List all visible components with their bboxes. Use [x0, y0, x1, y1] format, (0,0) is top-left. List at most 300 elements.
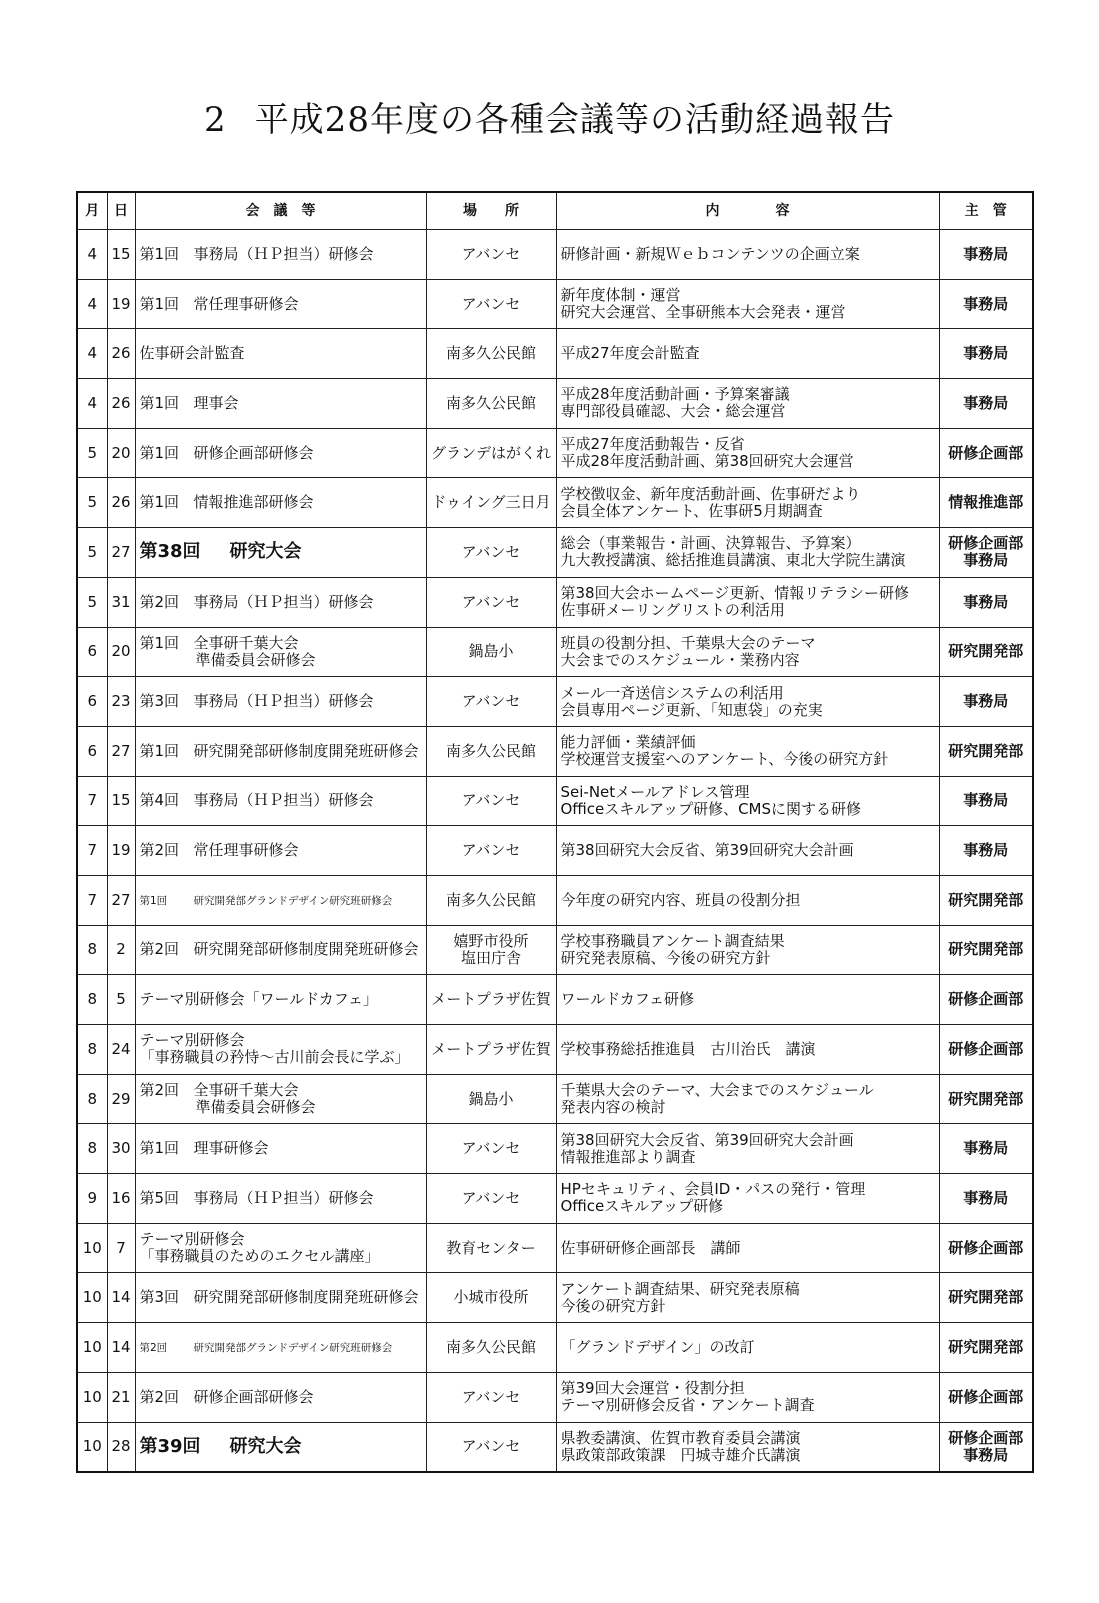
- cell-day: 15: [107, 230, 135, 280]
- place-line: アバンセ: [461, 1139, 521, 1158]
- org-line: 情報推進部: [948, 493, 1024, 512]
- cell-day: 14: [107, 1273, 135, 1323]
- place-line: メートプラザ佐賀: [431, 990, 551, 1009]
- meeting-name: 研究大会: [229, 1435, 302, 1457]
- meeting-name: 全事研千葉大会: [193, 633, 299, 652]
- cell-meeting: [135, 428, 426, 478]
- org-line: 事務局: [963, 791, 1009, 810]
- table-row: [77, 1025, 1033, 1075]
- cell-org: [939, 1372, 1033, 1422]
- content-line: メール一斉送信システムの利活用: [560, 683, 784, 702]
- org-line: 事務局: [963, 244, 1009, 263]
- cell-place: [426, 975, 556, 1025]
- table-row: [77, 1273, 1033, 1323]
- cell-content: [556, 329, 939, 379]
- meeting-name: 全事研千葉大会: [193, 1081, 299, 1100]
- meeting-name: 研究開発部グランドデザイン研究班研修会: [193, 1341, 393, 1354]
- content-line: 第38回研究大会反省、第39回研究大会計画: [560, 841, 854, 860]
- meeting-name: 研究大会: [229, 541, 302, 563]
- meeting-name: 佐事研会計監査: [139, 344, 245, 363]
- place-line: メートプラザ佐賀: [431, 1039, 551, 1058]
- meeting-name: テーマ別研修会: [139, 1230, 245, 1249]
- title-text: 平成28年度の各種会議等の活動経過報告: [254, 100, 895, 140]
- cell-day: 28: [107, 1422, 135, 1472]
- meeting-line: [140, 395, 422, 412]
- meeting-name: テーマ別研修会「ワールドカフェ」: [139, 990, 379, 1009]
- cell-place: [426, 1323, 556, 1373]
- cell-meeting: [135, 528, 426, 578]
- cell-place: [426, 1422, 556, 1472]
- cell-org: [939, 1124, 1033, 1174]
- meeting-number: 第1回: [139, 443, 180, 462]
- cell-org: [939, 1273, 1033, 1323]
- cell-place: [426, 577, 556, 627]
- cell-meeting: [135, 875, 426, 925]
- meeting-line: [140, 792, 422, 809]
- cell-day: 5: [107, 975, 135, 1025]
- meeting-line: [140, 1289, 422, 1306]
- table-row: [77, 826, 1033, 876]
- place-line: アバンセ: [461, 542, 521, 561]
- place-line: 教育センター: [446, 1238, 536, 1257]
- cell-place: [426, 1372, 556, 1422]
- place-line: 南多久公民館: [445, 1337, 536, 1356]
- cell-month: 8: [77, 1025, 107, 1075]
- meeting-line: [140, 345, 422, 362]
- org-line: 研究開発部: [948, 890, 1024, 909]
- cell-content: [556, 1074, 939, 1124]
- cell-org: [939, 428, 1033, 478]
- cell-org: [939, 279, 1033, 329]
- meeting-line: [140, 743, 422, 760]
- table-row: [77, 478, 1033, 528]
- place-line: アバンセ: [461, 692, 521, 711]
- content-line: Sei-Netメールアドレス管理: [560, 782, 750, 801]
- cell-org: [939, 627, 1033, 677]
- meeting-name: 準備委員会研修会: [195, 650, 316, 669]
- cell-day: 16: [107, 1174, 135, 1224]
- cell-org: [939, 379, 1033, 429]
- cell-day: 27: [107, 528, 135, 578]
- content-line: 会員全体アンケート、佐事研5月期調査: [560, 501, 823, 520]
- header-meeting: 会 議 等: [135, 192, 426, 230]
- org-line: 研究開発部: [948, 1288, 1024, 1307]
- cell-day: 31: [107, 577, 135, 627]
- content-line: 平成27年度活動報告・反省: [560, 435, 745, 454]
- cell-day: 29: [107, 1074, 135, 1124]
- cell-content: [556, 925, 939, 975]
- header-content: 内 容: [556, 192, 939, 230]
- cell-org: [939, 975, 1033, 1025]
- content-line: 新年度体制・運営: [560, 286, 681, 305]
- activity-report-table: [76, 191, 1034, 1473]
- cell-content: [556, 1422, 939, 1472]
- content-line: 班員の役割分担、千葉県大会のテーマ: [560, 633, 816, 652]
- meeting-line: [140, 494, 422, 511]
- content-line: Officeスキルアップ研修: [560, 1197, 724, 1216]
- cell-day: 21: [107, 1372, 135, 1422]
- meeting-name: 「事務職員の矜恃～古川前会長に学ぶ」: [139, 1048, 410, 1067]
- cell-day: 24: [107, 1025, 135, 1075]
- place-line: アバンセ: [461, 791, 521, 810]
- cell-month: 7: [77, 776, 107, 826]
- meeting-line: [140, 941, 422, 958]
- cell-meeting: [135, 975, 426, 1025]
- content-line: 県教委講演、佐賀市教育委員会講演: [560, 1428, 801, 1447]
- meeting-number: 第5回: [139, 1188, 180, 1207]
- header-month: 月: [77, 192, 107, 230]
- cell-day: 15: [107, 776, 135, 826]
- cell-meeting: [135, 826, 426, 876]
- table-row: [77, 1174, 1033, 1224]
- org-line: 事務局: [963, 344, 1009, 363]
- cell-month: 5: [77, 577, 107, 627]
- meeting-line: [140, 1231, 422, 1248]
- meeting-name: 常任理事研修会: [193, 294, 299, 313]
- meeting-line: [140, 296, 422, 313]
- header-day: 日: [107, 192, 135, 230]
- place-line: 小城市役所: [453, 1288, 529, 1307]
- org-line: 事務局: [963, 592, 1009, 611]
- cell-month: 10: [77, 1273, 107, 1323]
- meeting-number: 第39回: [139, 1435, 201, 1457]
- header-org: 主 管: [939, 192, 1033, 230]
- cell-day: 20: [107, 428, 135, 478]
- table-row: [77, 1124, 1033, 1174]
- content-line: 九大教授講演、総括推進員講演、東北大学院生講演: [560, 551, 906, 570]
- meeting-line: [140, 1338, 422, 1357]
- table-row: [77, 677, 1033, 727]
- cell-day: 26: [107, 478, 135, 528]
- cell-content: [556, 627, 939, 677]
- cell-content: [556, 379, 939, 429]
- place-line: グランデはがくれ: [430, 443, 551, 462]
- cell-day: 14: [107, 1323, 135, 1373]
- cell-place: [426, 428, 556, 478]
- table-row: [77, 577, 1033, 627]
- cell-month: 7: [77, 875, 107, 925]
- cell-meeting: [135, 1074, 426, 1124]
- cell-place: [426, 478, 556, 528]
- table-row: [77, 1323, 1033, 1373]
- content-line: 学校事務職員アンケート調査結果: [560, 931, 785, 950]
- meeting-name: 事務局（ＨＰ担当）研修会: [193, 1188, 374, 1207]
- cell-place: [426, 230, 556, 280]
- org-line: 事務局: [963, 1445, 1009, 1464]
- table-row: [77, 279, 1033, 329]
- table-row: [77, 726, 1033, 776]
- cell-place: [426, 1074, 556, 1124]
- org-line: 事務局: [963, 841, 1009, 860]
- content-line: 第38回研究大会反省、第39回研究大会計画: [560, 1130, 854, 1149]
- meeting-number: 第2回: [139, 1081, 180, 1100]
- org-line: 事務局: [963, 551, 1009, 570]
- cell-org: [939, 329, 1033, 379]
- cell-meeting: [135, 379, 426, 429]
- cell-day: 19: [107, 279, 135, 329]
- place-line: 南多久公民館: [445, 890, 536, 909]
- org-line: 研修企画部: [948, 534, 1024, 553]
- meeting-number: 第1回: [139, 894, 168, 907]
- cell-content: [556, 776, 939, 826]
- cell-place: [426, 528, 556, 578]
- cell-content: [556, 1174, 939, 1224]
- meeting-number: 第1回: [139, 493, 180, 512]
- cell-org: [939, 677, 1033, 727]
- content-line: 平成27年度会計監査: [560, 344, 700, 363]
- content-line: 県政策部政策課 円城寺雄介氏講演: [560, 1445, 801, 1464]
- meeting-number: 第2回: [139, 841, 180, 860]
- cell-meeting: [135, 1223, 426, 1273]
- meeting-line: [140, 891, 422, 910]
- cell-content: [556, 1273, 939, 1323]
- section-number: 2: [204, 100, 227, 140]
- meeting-name: 準備委員会研修会: [195, 1098, 316, 1117]
- place-line: 塩田庁舎: [460, 948, 521, 967]
- meeting-name: 事務局（ＨＰ担当）研修会: [193, 791, 374, 810]
- cell-org: [939, 925, 1033, 975]
- table-row: [77, 230, 1033, 280]
- table-row: [77, 925, 1033, 975]
- org-line: 研修企画部: [948, 443, 1024, 462]
- content-line: 平成28年度活動計画・予算案審議: [560, 385, 790, 404]
- org-line: 事務局: [963, 1188, 1009, 1207]
- meeting-name: 事務局（ＨＰ担当）研修会: [193, 692, 374, 711]
- content-line: HPセキュリティ、会員ID・パスの発行・管理: [560, 1180, 866, 1199]
- meeting-line: [139, 1435, 422, 1457]
- place-line: 南多久公民館: [445, 393, 536, 412]
- content-line: アンケート調査結果、研究発表原稿: [560, 1279, 800, 1298]
- cell-meeting: [135, 1025, 426, 1075]
- meeting-number: 第2回: [139, 1387, 180, 1406]
- content-line: 学校徴収金、新年度活動計画、佐事研だより: [560, 484, 861, 503]
- meeting-line: [140, 652, 422, 669]
- org-line: 研究開発部: [948, 1337, 1024, 1356]
- cell-month: 4: [77, 279, 107, 329]
- place-line: 鍋島小: [468, 642, 514, 661]
- org-line: 研修企画部: [948, 990, 1024, 1009]
- content-line: 学校運営支援室へのアンケート、今後の研究方針: [560, 750, 889, 769]
- cell-month: 5: [77, 478, 107, 528]
- content-line: 会員専用ページ更新、「知恵袋」の充実: [560, 700, 823, 719]
- table-row: [77, 1422, 1033, 1472]
- place-line: アバンセ: [461, 592, 521, 611]
- cell-org: [939, 875, 1033, 925]
- cell-place: [426, 1223, 556, 1273]
- place-line: アバンセ: [461, 1188, 521, 1207]
- cell-content: [556, 1124, 939, 1174]
- content-line: 大会までのスケジュール・業務内容: [560, 650, 800, 669]
- cell-month: 5: [77, 528, 107, 578]
- table-row: [77, 379, 1033, 429]
- cell-meeting: [135, 1372, 426, 1422]
- cell-content: [556, 1025, 939, 1075]
- place-line: アバンセ: [461, 1437, 521, 1456]
- cell-content: [556, 1323, 939, 1373]
- cell-day: 19: [107, 826, 135, 876]
- cell-content: [556, 975, 939, 1025]
- cell-content: [556, 478, 939, 528]
- table-row: [77, 1223, 1033, 1273]
- cell-org: [939, 478, 1033, 528]
- page-title: [0, 92, 1099, 141]
- content-line: 今年度の研究内容、班員の役割分担: [560, 890, 801, 909]
- cell-org: [939, 1223, 1033, 1273]
- cell-day: 23: [107, 677, 135, 727]
- meeting-line: [140, 594, 422, 611]
- cell-org: [939, 826, 1033, 876]
- org-line: 事務局: [963, 294, 1009, 313]
- meeting-number: 第3回: [139, 1288, 180, 1307]
- place-line: アバンセ: [461, 244, 521, 263]
- meeting-line: [140, 543, 422, 561]
- content-line: 「グランドデザイン」の改訂: [560, 1337, 755, 1356]
- cell-place: [426, 379, 556, 429]
- cell-place: [426, 1273, 556, 1323]
- meeting-line: [140, 246, 422, 263]
- org-line: 研究開発部: [948, 642, 1024, 661]
- table-row: [77, 428, 1033, 478]
- cell-place: [426, 279, 556, 329]
- meeting-line: [140, 1082, 422, 1099]
- cell-day: 20: [107, 627, 135, 677]
- cell-org: [939, 528, 1033, 578]
- cell-month: 10: [77, 1323, 107, 1373]
- cell-place: [426, 776, 556, 826]
- content-line: テーマ別研修会反省・アンケート調査: [560, 1396, 815, 1415]
- meeting-line: [140, 1140, 422, 1157]
- cell-month: 7: [77, 826, 107, 876]
- cell-org: [939, 726, 1033, 776]
- content-line: 学校事務総括推進員 古川治氏 講演: [560, 1039, 816, 1058]
- org-line: 研修企画部: [948, 1428, 1024, 1447]
- content-line: 今後の研究方針: [560, 1296, 666, 1315]
- cell-place: [426, 627, 556, 677]
- cell-day: 30: [107, 1124, 135, 1174]
- cell-content: [556, 230, 939, 280]
- cell-content: [556, 1372, 939, 1422]
- cell-place: [426, 677, 556, 727]
- org-line: 研修企画部: [948, 1039, 1024, 1058]
- content-line: 総会（事業報告・計画、決算報告、予算案）: [560, 534, 861, 553]
- meeting-line: [140, 1248, 422, 1265]
- meeting-number: 第2回: [139, 1341, 168, 1354]
- cell-month: 8: [77, 1124, 107, 1174]
- table-row: [77, 875, 1033, 925]
- header-place: 場 所: [426, 192, 556, 230]
- cell-meeting: [135, 1273, 426, 1323]
- cell-org: [939, 230, 1033, 280]
- meeting-line: [140, 842, 422, 859]
- cell-day: 26: [107, 329, 135, 379]
- cell-place: [426, 826, 556, 876]
- meeting-line: [140, 693, 422, 710]
- cell-content: [556, 826, 939, 876]
- cell-day: 26: [107, 379, 135, 429]
- content-line: ワールドカフェ研修: [560, 990, 695, 1009]
- meeting-number: 第3回: [139, 692, 180, 711]
- content-line: 千葉県大会のテーマ、大会までのスケジュール: [560, 1081, 874, 1100]
- cell-day: 2: [107, 925, 135, 975]
- table-header-row: [77, 192, 1033, 230]
- org-line: 事務局: [963, 393, 1009, 412]
- meeting-name: 理事会: [193, 393, 239, 412]
- cell-month: 8: [77, 975, 107, 1025]
- meeting-number: 第1回: [139, 633, 180, 652]
- cell-month: 6: [77, 627, 107, 677]
- cell-meeting: [135, 478, 426, 528]
- cell-org: [939, 1025, 1033, 1075]
- content-line: 研修計画・新規Ｗｅｂコンテンツの企画立案: [560, 244, 860, 263]
- meeting-name: 事務局（ＨＰ担当）研修会: [193, 244, 374, 263]
- cell-place: [426, 925, 556, 975]
- cell-month: 5: [77, 428, 107, 478]
- meeting-name: 研究開発部研修制度開発班研修会: [193, 741, 419, 760]
- cell-month: 10: [77, 1223, 107, 1273]
- meeting-name: 事務局（ＨＰ担当）研修会: [193, 592, 374, 611]
- cell-month: 8: [77, 1074, 107, 1124]
- content-line: 佐事研メーリングリストの利活用: [560, 601, 785, 620]
- cell-meeting: [135, 1174, 426, 1224]
- cell-content: [556, 279, 939, 329]
- cell-content: [556, 528, 939, 578]
- cell-content: [556, 677, 939, 727]
- meeting-line: [140, 991, 422, 1008]
- meeting-number: 第1回: [139, 393, 180, 412]
- cell-meeting: [135, 1323, 426, 1373]
- org-line: 研究開発部: [948, 1089, 1024, 1108]
- meeting-number: 第1回: [139, 741, 180, 760]
- place-line: ドゥイング三日月: [431, 493, 551, 512]
- cell-month: 6: [77, 677, 107, 727]
- place-line: 南多久公民館: [445, 344, 536, 363]
- meeting-name: 研修企画部研修会: [193, 443, 314, 462]
- cell-month: 4: [77, 230, 107, 280]
- meeting-number: 第4回: [139, 791, 180, 810]
- cell-org: [939, 577, 1033, 627]
- table-row: [77, 1372, 1033, 1422]
- org-line: 事務局: [963, 692, 1009, 711]
- cell-org: [939, 1422, 1033, 1472]
- cell-content: [556, 428, 939, 478]
- org-line: 研究開発部: [948, 741, 1024, 760]
- meeting-line: [140, 1099, 422, 1116]
- cell-content: [556, 577, 939, 627]
- meeting-line: [140, 1049, 422, 1066]
- cell-meeting: [135, 677, 426, 727]
- content-line: 佐事研研修企画部長 講師: [560, 1238, 741, 1257]
- meeting-number: 第1回: [139, 244, 180, 263]
- org-line: 研修企画部: [948, 1238, 1024, 1257]
- place-line: アバンセ: [461, 841, 521, 860]
- cell-month: 10: [77, 1422, 107, 1472]
- cell-org: [939, 1323, 1033, 1373]
- meeting-line: [140, 1032, 422, 1049]
- table-row: [77, 528, 1033, 578]
- place-line: 嬉野市役所: [453, 931, 529, 950]
- meeting-number: 第1回: [139, 1139, 180, 1158]
- cell-org: [939, 1074, 1033, 1124]
- place-line: アバンセ: [461, 294, 521, 313]
- cell-month: 6: [77, 726, 107, 776]
- cell-month: 4: [77, 329, 107, 379]
- meeting-name: 情報推進部研修会: [193, 493, 314, 512]
- content-line: 情報推進部より調査: [560, 1147, 696, 1166]
- content-line: 専門部役員確認、大会・総会運営: [560, 402, 786, 421]
- content-line: 第38回大会ホームページ更新、情報リテラシー研修: [560, 584, 909, 603]
- meeting-name: 理事研修会: [193, 1139, 269, 1158]
- meeting-line: [140, 445, 422, 462]
